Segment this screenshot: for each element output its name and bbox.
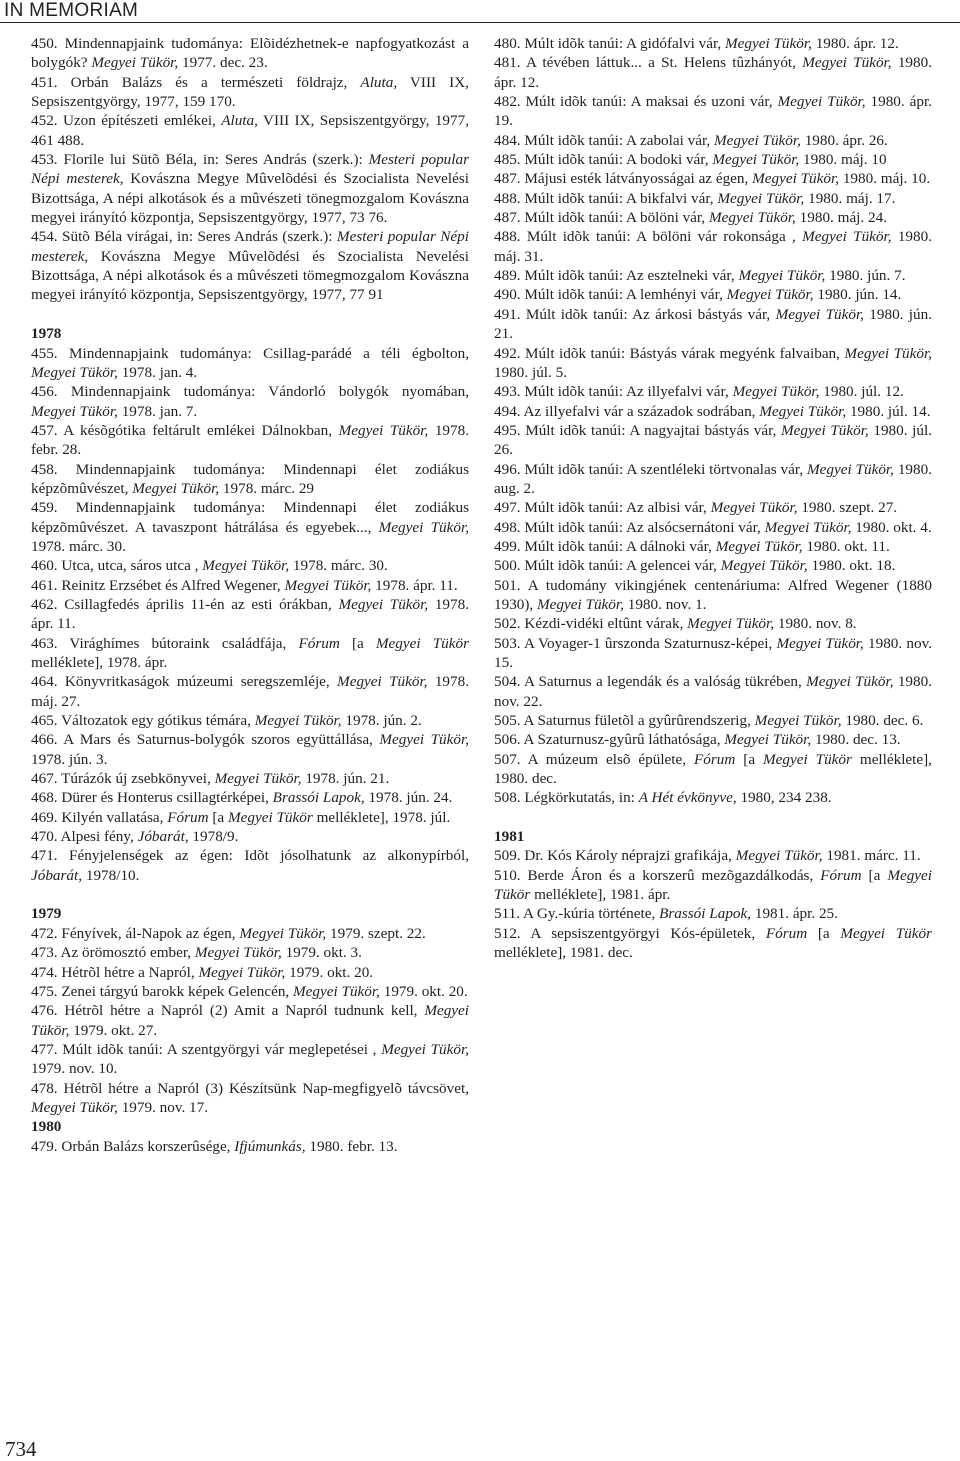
- bibliography-entry: [494, 556, 932, 575]
- entry-text: 487. Májusi esték látványosságai az égen,: [494, 170, 753, 188]
- entry-text: 1980. aug. 2.: [494, 460, 933, 497]
- entry-text: 507. A múzeum elsõ épülete,: [494, 750, 694, 768]
- entry-text: 481. A tévében láttuk... a St. Helens tûzhányót,: [494, 54, 803, 72]
- bibliography-entry: [31, 846, 469, 885]
- entry-text: 1978. jan. 7.: [117, 402, 198, 420]
- publication-title: Megyei Tükör,: [752, 170, 840, 188]
- entry-text: 1980. febr. 13.: [305, 1137, 398, 1155]
- publication-title: Megyei Tükör,: [775, 305, 864, 323]
- year-spacer: [31, 885, 469, 904]
- entry-text: [a: [208, 808, 228, 826]
- bibliography-entry: [494, 285, 932, 304]
- entry-text: , Kovászna Megye Mûvelõdési és Szocialista Nevelési Bizottsága, A népi alkotások és a mûvészeti tönegmozgalom Kovászna megyei irányító központja, Sepsiszentgyörgy, 1977, 73 76.: [31, 170, 469, 227]
- entry-text: 1980. máj. 31.: [494, 228, 933, 265]
- entry-text: 462. Csillagfedés április 11-én az esti órákban,: [31, 595, 339, 613]
- year-heading: 1980: [31, 1118, 62, 1136]
- entry-text: 470. Alpesi fény,: [31, 828, 138, 846]
- publication-title: Megyei Tükör,: [31, 1098, 118, 1116]
- entry-text: 485. Múlt idõk tanúi: A bodoki vár,: [494, 151, 713, 169]
- entry-text: 1980. jún. 21.: [494, 305, 932, 343]
- entry-text: 1979. nov. 17.: [117, 1098, 209, 1116]
- entry-text: 473. Az örömosztó ember,: [31, 944, 195, 962]
- entry-text: 512. A sepsiszentgyörgyi Kós-épületek,: [494, 924, 766, 942]
- entry-text: 508. Légkörkutatás, in:: [494, 789, 639, 807]
- entry-text: 464. Könyvritkaságok múzeumi seregszemléje,: [31, 673, 338, 691]
- bibliography-entry: [494, 634, 932, 673]
- entry-text: 492. Múlt idõk tanúi: Bástyás várak megyénk falvaiban,: [494, 344, 845, 362]
- entry-text: 1980. szept. 27.: [797, 499, 898, 517]
- publication-title: Megyei Tükör,: [717, 189, 805, 207]
- bibliography-entry: [494, 150, 932, 169]
- entry-text: 469. Kilyén vallatása,: [31, 808, 168, 826]
- publication-title: Megyei Tükör: [840, 924, 932, 942]
- entry-text: 482. Múlt idõk tanúi: A maksai és uzoni vár,: [494, 93, 778, 111]
- bibliography-entry: [494, 788, 932, 807]
- bibliography-entry: [31, 769, 469, 788]
- entry-text: [a: [735, 750, 764, 768]
- bibliography-entry: [31, 1001, 469, 1040]
- publication-title: Megyei Tükör,: [31, 1002, 469, 1039]
- entry-text: 476. Hétrõl hétre a Napról (2) Amit a Napról tudnunk kell,: [31, 1002, 425, 1020]
- publication-title: Brassói Lapok,: [659, 905, 752, 923]
- publication-title: Megyei Tükör,: [732, 383, 820, 401]
- publication-title: Megyei Tükör,: [194, 944, 282, 962]
- entry-text: 484. Múlt idõk tanúi: A zabolai vár,: [494, 131, 715, 149]
- bibliography-entry: [494, 402, 932, 421]
- entry-text: 1980. máj. 17.: [804, 189, 896, 207]
- publication-title: Ifjúmunkás,: [234, 1137, 306, 1155]
- publication-title: Megyei Tükör,: [293, 982, 380, 1000]
- bibliography-entry: [31, 1040, 469, 1079]
- bibliography-entry: [494, 53, 932, 92]
- bibliography-entry: [494, 34, 932, 53]
- entry-text: 1978/9.: [188, 828, 239, 846]
- entry-text: 488. Múlt idõk tanúi: A bölöni vár rokonsága ,: [494, 228, 803, 246]
- entry-text: 456. Mindennapjaink tudománya: Vándorló bolygók nyomában,: [31, 383, 469, 401]
- year-heading: 1979: [31, 905, 62, 923]
- entry-text: 490. Múlt idõk tanúi: A lemhényi vár,: [494, 286, 727, 304]
- publication-title: Megyei Tükör,: [338, 595, 429, 613]
- entry-text: [a: [861, 866, 888, 884]
- publication-title: Megyei Tükör,: [198, 963, 286, 981]
- entry-text: 460. Utca, utca, sáros utca ,: [31, 557, 203, 575]
- entry-text: 1978. jan. 4.: [117, 363, 198, 381]
- entry-text: 497. Múlt idõk tanúi: Az albisi vár,: [494, 499, 711, 517]
- bibliography-entry: [31, 498, 469, 556]
- bibliography-column-left: [31, 34, 469, 1156]
- year-spacer: [494, 808, 932, 827]
- entry-text: 461. Reinitz Erzsébet és Alfred Wegener,: [31, 576, 285, 594]
- publication-title: Megyei Tükör: [494, 866, 932, 904]
- entry-text: , 1980, 234 238.: [732, 789, 832, 807]
- entry-text: 504. A Saturnus a legendák és a valóság tükrében,: [494, 673, 807, 691]
- bibliography-entry: [31, 730, 469, 769]
- bibliography-entry: [31, 73, 469, 112]
- entry-text: 506. A Szaturnusz-gyûrû láthatósága,: [494, 731, 725, 749]
- bibliography-entry: [494, 169, 932, 188]
- bibliography-entry: [494, 344, 932, 383]
- publication-title: Brassói Lapok,: [272, 789, 365, 807]
- bibliography-entry: [494, 460, 932, 499]
- bibliography-entry: [494, 672, 932, 711]
- publication-title: Megyei Tükör,: [844, 344, 932, 362]
- entry-text: 1979. szept. 22.: [326, 924, 426, 942]
- entry-text: 494. Az illyefalvi vár a századok sodrában,: [494, 402, 760, 420]
- bibliography-entry: [31, 1079, 469, 1118]
- publication-title: Megyei Tükör,: [254, 712, 342, 730]
- publication-title: Megyei Tükör,: [764, 518, 852, 536]
- entry-text: 1978. ápr. 11.: [31, 595, 469, 633]
- year-heading: 1981: [494, 828, 525, 846]
- page-number: 734: [5, 1437, 37, 1461]
- bibliography-entry: [31, 150, 469, 227]
- publication-title: Megyei Tükör,: [710, 499, 798, 517]
- entry-text: melléklete], 1978. júl.: [312, 808, 451, 826]
- entry-text: 505. A Saturnus fületõl a gyûrûrendszerig,: [494, 712, 755, 730]
- entry-text: 491. Múlt idõk tanúi: Az árkosi bástyás vár,: [494, 305, 776, 323]
- publication-title: Megyei Tükör,: [777, 93, 866, 111]
- year-spacer: [31, 305, 469, 324]
- entry-text: 1978. jún. 21.: [301, 770, 390, 788]
- entry-text: 495. Múlt idõk tanúi: A nagyajtai bástyás vár,: [494, 421, 781, 439]
- entry-text: melléklete], 1980. dec.: [494, 750, 932, 788]
- entry-text: , 1978/10.: [78, 866, 140, 884]
- entry-text: 1978. jún. 2.: [341, 712, 422, 730]
- entry-text: 493. Múlt idõk tanúi: Az illyefalvi vár,: [494, 383, 733, 401]
- entry-text: 478. Hétrõl hétre a Napról (3) Készítsünk Nap-megfigyelõ távcsövet,: [31, 1079, 469, 1097]
- entry-text: 1980. okt. 11.: [802, 537, 890, 555]
- entry-text: 472. Fényívek, ál-Napok az égen,: [31, 924, 240, 942]
- bibliography-entry: [31, 421, 469, 460]
- publication-title: Megyei Tükör,: [239, 924, 327, 942]
- year-heading: 1978: [31, 325, 62, 343]
- entry-text: 1978. febr. 28.: [31, 421, 469, 459]
- entry-text: 450. Mindennapjaink tudománya: Elõidézhetnek-e napfogyatkozást a bolygók?: [31, 35, 469, 72]
- publication-title: Mesteri popular Népi mesterek: [31, 228, 469, 265]
- bibliography-entry: [31, 963, 469, 982]
- publication-title: Megyei Tükör,: [337, 673, 428, 691]
- entry-text: melléklete], 1981. dec.: [494, 944, 633, 962]
- bibliography-entry: [494, 614, 932, 633]
- bibliography-entry: [31, 382, 469, 421]
- bibliography-entry: [31, 595, 469, 634]
- entry-text: 479. Orbán Balázs korszerûsége,: [31, 1137, 235, 1155]
- bibliography-entry: [31, 1137, 469, 1156]
- bibliography-entry: [494, 131, 932, 150]
- entry-text: 459. Mindennapjaink tudománya: Mindennapi élet zodiákus képzõmûvészet. A tavaszpont hátrálása és egyebek...,: [31, 499, 469, 536]
- running-header: [0, 0, 960, 23]
- publication-title: Jóbarát: [31, 866, 79, 884]
- entry-text: 1979. nov. 10.: [31, 1060, 118, 1078]
- entry-text: 466. A Mars és Saturnus-bolygók szoros együttállása,: [31, 731, 380, 749]
- entry-text: 1980. jún. 14.: [813, 286, 902, 304]
- entry-text: 1980. jún. 7.: [825, 267, 906, 285]
- entry-text: 1978. márc. 29: [219, 479, 315, 497]
- bibliography-entry: [494, 711, 932, 730]
- entry-text: 1980. dec. 13.: [811, 731, 901, 749]
- bibliography-entry: [31, 827, 469, 846]
- publication-title: Megyei Tükör,: [776, 634, 864, 652]
- bibliography-entry: [31, 556, 469, 575]
- publication-title: Megyei Tükör,: [712, 151, 800, 169]
- entry-text: 1980. júl. 5.: [494, 363, 567, 381]
- publication-title: Megyei Tükör,: [720, 557, 808, 575]
- entry-text: 477. Múlt idõk tanúi: A szentgyörgyi vár meglepetései ,: [31, 1040, 382, 1058]
- publication-title: Fórum: [693, 750, 736, 768]
- publication-title: Megyei Tükör,: [31, 402, 118, 420]
- publication-title: Megyei Tükör,: [379, 731, 469, 749]
- bibliography-entry: [494, 498, 932, 517]
- entry-text: [a: [807, 924, 841, 942]
- entry-text: 503. A Voyager-1 ûrszonda Szaturnusz-képei,: [494, 634, 777, 652]
- publication-title: Megyei Tükör,: [91, 54, 179, 72]
- entry-text: 1980. okt. 4.: [851, 518, 932, 536]
- bibliography-entry: [494, 518, 932, 537]
- publication-title: Megyei Tükör,: [738, 267, 826, 285]
- entry-text: 452. Uzon építészeti emlékei,: [31, 112, 222, 130]
- bibliography-entry: [494, 305, 932, 344]
- publication-title: Megyei Tükör,: [802, 54, 892, 72]
- entry-text: 509. Dr. Kós Károly néprajzi grafikája,: [494, 847, 736, 865]
- publication-title: Megyei Tükör,: [202, 557, 290, 575]
- bibliography-entry: [31, 34, 469, 73]
- bibliography-column-right: [494, 34, 932, 963]
- bibliography-entry: [31, 227, 469, 304]
- entry-text: 1977. dec. 23.: [178, 54, 268, 72]
- bibliography-entry: [31, 634, 469, 673]
- entry-text: 498. Múlt idõk tanúi: Az alsócsernátoni vár,: [494, 518, 765, 536]
- entry-text: 1980. ápr. 12.: [494, 54, 933, 91]
- bibliography-entry: [31, 711, 469, 730]
- entry-text: 1980. ápr. 12.: [811, 35, 899, 52]
- publication-title: Megyei Tükör,: [214, 770, 302, 788]
- bibliography-entry: [494, 576, 932, 615]
- bibliography-entry: [494, 846, 932, 865]
- entry-text: 453. Florile lui Sütõ Béla, in: Seres András (szerk.):: [31, 151, 369, 169]
- publication-title: Aluta,: [221, 112, 258, 130]
- publication-title: Mesteri popular Népi mesterek: [31, 151, 469, 188]
- publication-title: Aluta,: [360, 73, 398, 91]
- entry-text: 487. Múlt idõk tanúi: A bölöni vár,: [494, 209, 709, 227]
- entry-text: 467. Túrázók új zsebkönyvei,: [31, 770, 215, 788]
- entry-text: 1980. dec. 6.: [841, 712, 924, 730]
- publication-title: Megyei Tükör,: [537, 595, 624, 613]
- entry-text: 1978. márc. 30.: [31, 537, 126, 555]
- bibliography-entry: [31, 982, 469, 1001]
- bibliography-entry: [31, 672, 469, 711]
- entry-text: 1980. júl. 12.: [819, 383, 904, 401]
- bibliography-entry: [31, 460, 469, 499]
- publication-title: Megyei Tükör,: [132, 479, 220, 497]
- entry-text: 451. Orbán Balázs és a természeti földrajz,: [31, 73, 361, 91]
- bibliography-entry: [31, 924, 469, 943]
- publication-title: Megyei Tükör,: [378, 518, 469, 536]
- publication-title: Fórum: [765, 924, 808, 942]
- publication-title: Megyei Tükör,: [802, 228, 892, 246]
- entry-text: 1979. okt. 20.: [379, 982, 468, 1000]
- publication-title: Megyei Tükör,: [754, 712, 842, 730]
- publication-title: Fórum: [167, 808, 209, 826]
- entry-text: 455. Mindennapjaink tudománya: Csillag-parádé a téli égbolton,: [31, 344, 469, 362]
- entry-text: 1980. nov. 15.: [494, 634, 932, 671]
- publication-title: Megyei Tükör,: [381, 1040, 469, 1058]
- bibliography-entry: [494, 904, 932, 923]
- publication-title: A Hét évkönyve: [638, 789, 733, 807]
- bibliography-entry: [494, 189, 932, 208]
- bibliography-entry: [494, 92, 932, 131]
- entry-text: 499. Múlt idõk tanúi: A dálnoki vár,: [494, 537, 716, 555]
- entry-text: 1980. okt. 18.: [807, 557, 896, 575]
- entry-text: 458. Mindennapjaink tudománya: Mindennapi élet zodiákus képzõmûvészet,: [31, 460, 469, 497]
- entry-text: 496. Múlt idõk tanúi: A szentléleki törtvonalas vár,: [494, 460, 807, 478]
- entry-text: 1979. okt. 3.: [281, 944, 362, 962]
- entry-text: 1980. máj. 10: [799, 151, 887, 169]
- publication-title: Megyei Tükör,: [714, 131, 801, 149]
- publication-title: Megyei Tükör,: [31, 363, 118, 381]
- entry-text: 1979. okt. 20.: [285, 963, 374, 981]
- entry-text: melléklete], 1978. ápr.: [31, 654, 168, 671]
- entry-text: 471. Fényjelenségek az égen: Idõt jósolhatunk az alkonypírból,: [31, 847, 469, 865]
- entry-text: 1980. ápr. 26.: [800, 131, 888, 149]
- publication-title: Megyei Tükör,: [806, 673, 894, 691]
- publication-title: Megyei Tükör,: [687, 615, 775, 633]
- bibliography-entry: [31, 943, 469, 962]
- entry-text: 501. A tudomány vikingjének centenáriuma: Alfred Wegener (1880 1930),: [494, 576, 932, 613]
- publication-title: Megyei Tükör,: [338, 421, 429, 439]
- bibliography-entry: [494, 266, 932, 285]
- bibliography-entry: [31, 576, 469, 595]
- publication-title: Fórum: [298, 634, 340, 652]
- entry-text: 1980. nov. 22.: [494, 673, 932, 710]
- publication-title: Megyei Tükör: [227, 808, 313, 826]
- running-header-title: IN MEMORIAM: [4, 0, 139, 21]
- entry-text: 480. Múlt idõk tanúi: A gidófalvi vár,: [494, 35, 725, 52]
- entry-text: 1978. jún. 24.: [364, 789, 453, 807]
- bibliography-entry: [494, 227, 932, 266]
- entry-text: melléklete], 1981. ápr.: [530, 886, 671, 904]
- publication-title: Megyei Tükör,: [759, 402, 847, 420]
- entry-text: 1980. júl. 26.: [494, 421, 932, 459]
- entry-text: 457. A késõgótika feltárult emlékei Dálnokban,: [31, 421, 339, 439]
- entry-text: 489. Múlt idõk tanúi: Az esztelneki vár,: [494, 267, 739, 285]
- bibliography-entry: [494, 924, 932, 963]
- bibliography-entry: [31, 788, 469, 807]
- entry-text: 1980. máj. 24.: [795, 209, 887, 227]
- bibliography-entry: [31, 344, 469, 383]
- entry-text: 1980. ápr. 19.: [494, 93, 932, 130]
- publication-title: Megyei Tükör: [375, 634, 469, 652]
- entry-text: 1981. ápr. 25.: [751, 905, 838, 923]
- entry-text: 1980. máj. 10.: [839, 170, 931, 188]
- entry-text: 502. Kézdi-vidéki eltûnt várak,: [494, 615, 688, 633]
- bibliography-entry: [31, 111, 469, 150]
- entry-text: 1978. máj. 27.: [31, 673, 469, 710]
- entry-text: 1980. nov. 1.: [623, 595, 707, 613]
- entry-text: 1978. jún. 3.: [31, 750, 108, 768]
- bibliography-entry: [494, 208, 932, 227]
- publication-title: Megyei Tükör,: [708, 209, 796, 227]
- entry-text: 1981. márc. 11.: [822, 847, 921, 865]
- publication-title: Jóbarát,: [137, 828, 189, 846]
- entry-text: 474. Hétrõl hétre a Napról,: [31, 963, 199, 981]
- entry-text: 510. Berde Áron és a korszerû mezõgazdálkodás,: [494, 866, 821, 884]
- publication-title: Megyei Tükör,: [715, 537, 803, 555]
- bibliography-entry: [494, 866, 932, 905]
- entry-text: VIII IX, Sepsiszentgyörgy, 1977, 461 488.: [31, 112, 469, 149]
- entry-text: 463. Virághímes bútoraink családfája,: [31, 634, 299, 652]
- entry-text: 488. Múlt idõk tanúi: A bikfalvi vár,: [494, 189, 718, 207]
- publication-title: Megyei Tükör,: [781, 421, 869, 439]
- entry-text: 468. Dürer és Honterus csillagtérképei,: [31, 789, 273, 807]
- entry-text: 1978. ápr. 11.: [371, 576, 458, 594]
- publication-title: Megyei Tükör: [763, 750, 852, 768]
- publication-title: Fórum: [820, 866, 862, 884]
- entry-text: 1980. nov. 8.: [774, 615, 857, 633]
- bibliography-entry: [494, 382, 932, 401]
- entry-text: 1979. okt. 27.: [69, 1021, 158, 1039]
- entry-text: 511. A Gy.-kúria története,: [494, 905, 660, 923]
- entry-text: 454. Sütõ Béla virágai, in: Seres András (szerk.):: [31, 228, 337, 246]
- entry-text: 475. Zenei tárgyú barokk képek Gelencén,: [31, 982, 294, 1000]
- publication-title: Megyei Tükör,: [724, 731, 812, 749]
- entry-text: [a: [339, 634, 376, 652]
- publication-title: Megyei Tükör,: [726, 286, 814, 304]
- bibliography-entry: [494, 421, 932, 460]
- entry-text: 1978. márc. 30.: [289, 557, 388, 575]
- bibliography-entry: [31, 808, 469, 827]
- publication-title: Megyei Tükör,: [735, 847, 823, 865]
- entry-text: , Kovászna Megye Mûvelõdési és Szocialista Nevelési Bizottsága, A népi alkotások és a mûvészeti tömegmozgalom Kovászna megyei irányító központja, Sepsiszentgyörgy, 1977, 77 91: [31, 247, 469, 304]
- bibliography-entry: [494, 750, 932, 789]
- publication-title: Megyei Tükör,: [284, 576, 372, 594]
- entry-text: 465. Változatok egy gótikus témára,: [31, 712, 255, 730]
- publication-title: Megyei Tükör,: [725, 35, 812, 52]
- entry-text: 500. Múlt idõk tanúi: A gelencei vár,: [494, 557, 721, 575]
- entry-text: 1980. júl. 14.: [846, 402, 931, 420]
- bibliography-entry: [494, 730, 932, 749]
- publication-title: Megyei Tükör,: [807, 460, 894, 478]
- entry-text: VIII IX, Sepsiszentgyörgy, 1977, 159 170.: [31, 73, 469, 111]
- bibliography-entry: [494, 537, 932, 556]
